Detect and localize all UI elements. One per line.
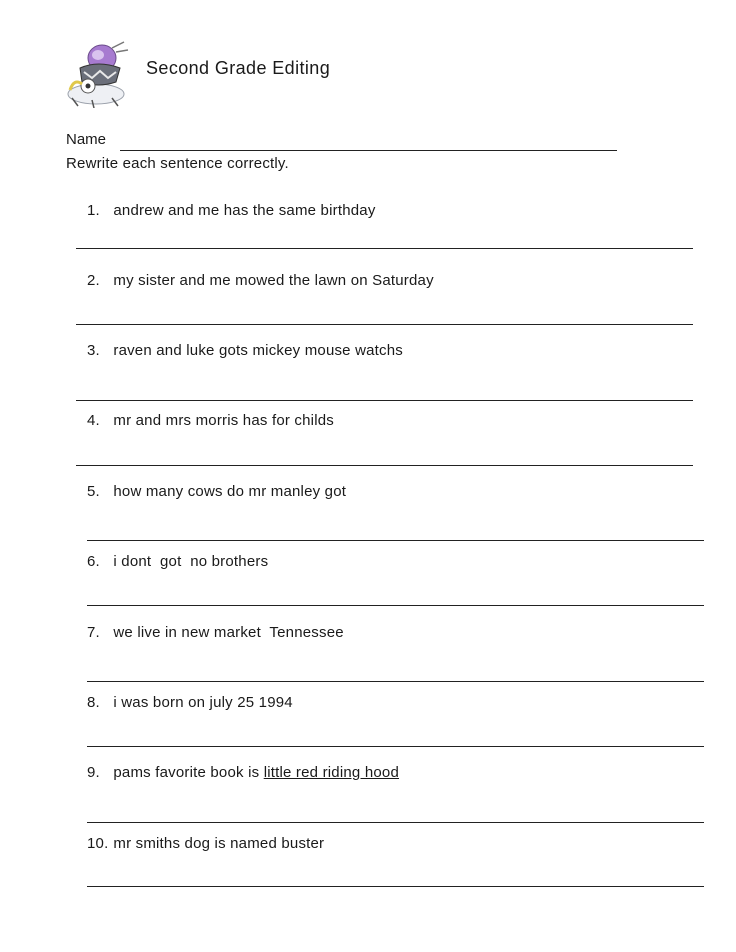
sentence-item-7 — [87, 624, 344, 641]
item-text: we live in new market Tennessee — [113, 624, 344, 641]
item-text: i dont got no brothers — [113, 553, 269, 570]
sentence-item-4 — [87, 412, 334, 429]
item-text: how many cows do mr manley got — [113, 483, 347, 500]
answer-line-2[interactable] — [76, 324, 693, 325]
sentence-item-2 — [87, 272, 434, 289]
item-text: mr and mrs morris has for childs — [113, 412, 334, 429]
worksheet-title: Second Grade Editing — [146, 58, 331, 78]
answer-line-3[interactable] — [76, 400, 693, 401]
name-input-line[interactable] — [120, 150, 617, 151]
sentence-item-8 — [87, 694, 293, 711]
item-text: andrew and me has the same birthday — [113, 202, 376, 219]
answer-line-7[interactable] — [87, 681, 704, 682]
book-title-underlined: little red riding hood — [263, 764, 400, 781]
sentence-item-3 — [87, 342, 403, 359]
purple-bird-clipart-icon — [62, 38, 134, 108]
item-text: pams favorite book is — [113, 764, 264, 781]
answer-line-8[interactable] — [87, 746, 704, 747]
sentence-item-1 — [87, 202, 376, 219]
item-number: 7. — [87, 624, 100, 641]
answer-line-6[interactable] — [87, 605, 704, 606]
item-text: raven and luke gots mickey mouse watchs — [113, 342, 403, 359]
item-number: 9. — [87, 764, 100, 781]
item-number: 5. — [87, 483, 100, 500]
item-text: i was born on july 25 1994 — [113, 694, 293, 711]
item-number: 4. — [87, 412, 100, 429]
item-text: my sister and me mowed the lawn on Saturday — [113, 272, 434, 289]
item-number: 8. — [87, 694, 100, 711]
sentence-item-5 — [87, 483, 346, 500]
name-label: Name — [66, 131, 107, 148]
item-number: 10. — [87, 835, 109, 852]
answer-line-10[interactable] — [87, 886, 704, 887]
answer-line-4[interactable] — [76, 465, 693, 466]
sentence-item-10 — [87, 835, 324, 852]
answer-line-1[interactable] — [76, 248, 693, 249]
item-number: 6. — [87, 553, 100, 570]
sentence-item-6 — [87, 553, 268, 570]
answer-line-5[interactable] — [87, 540, 704, 541]
answer-line-9[interactable] — [87, 822, 704, 823]
item-number: 1. — [87, 202, 100, 219]
instructions: Rewrite each sentence correctly. — [66, 155, 289, 172]
sentence-item-9 — [87, 764, 399, 781]
item-number: 3. — [87, 342, 100, 359]
item-text: mr smiths dog is named buster — [113, 835, 325, 852]
item-number: 2. — [87, 272, 100, 289]
